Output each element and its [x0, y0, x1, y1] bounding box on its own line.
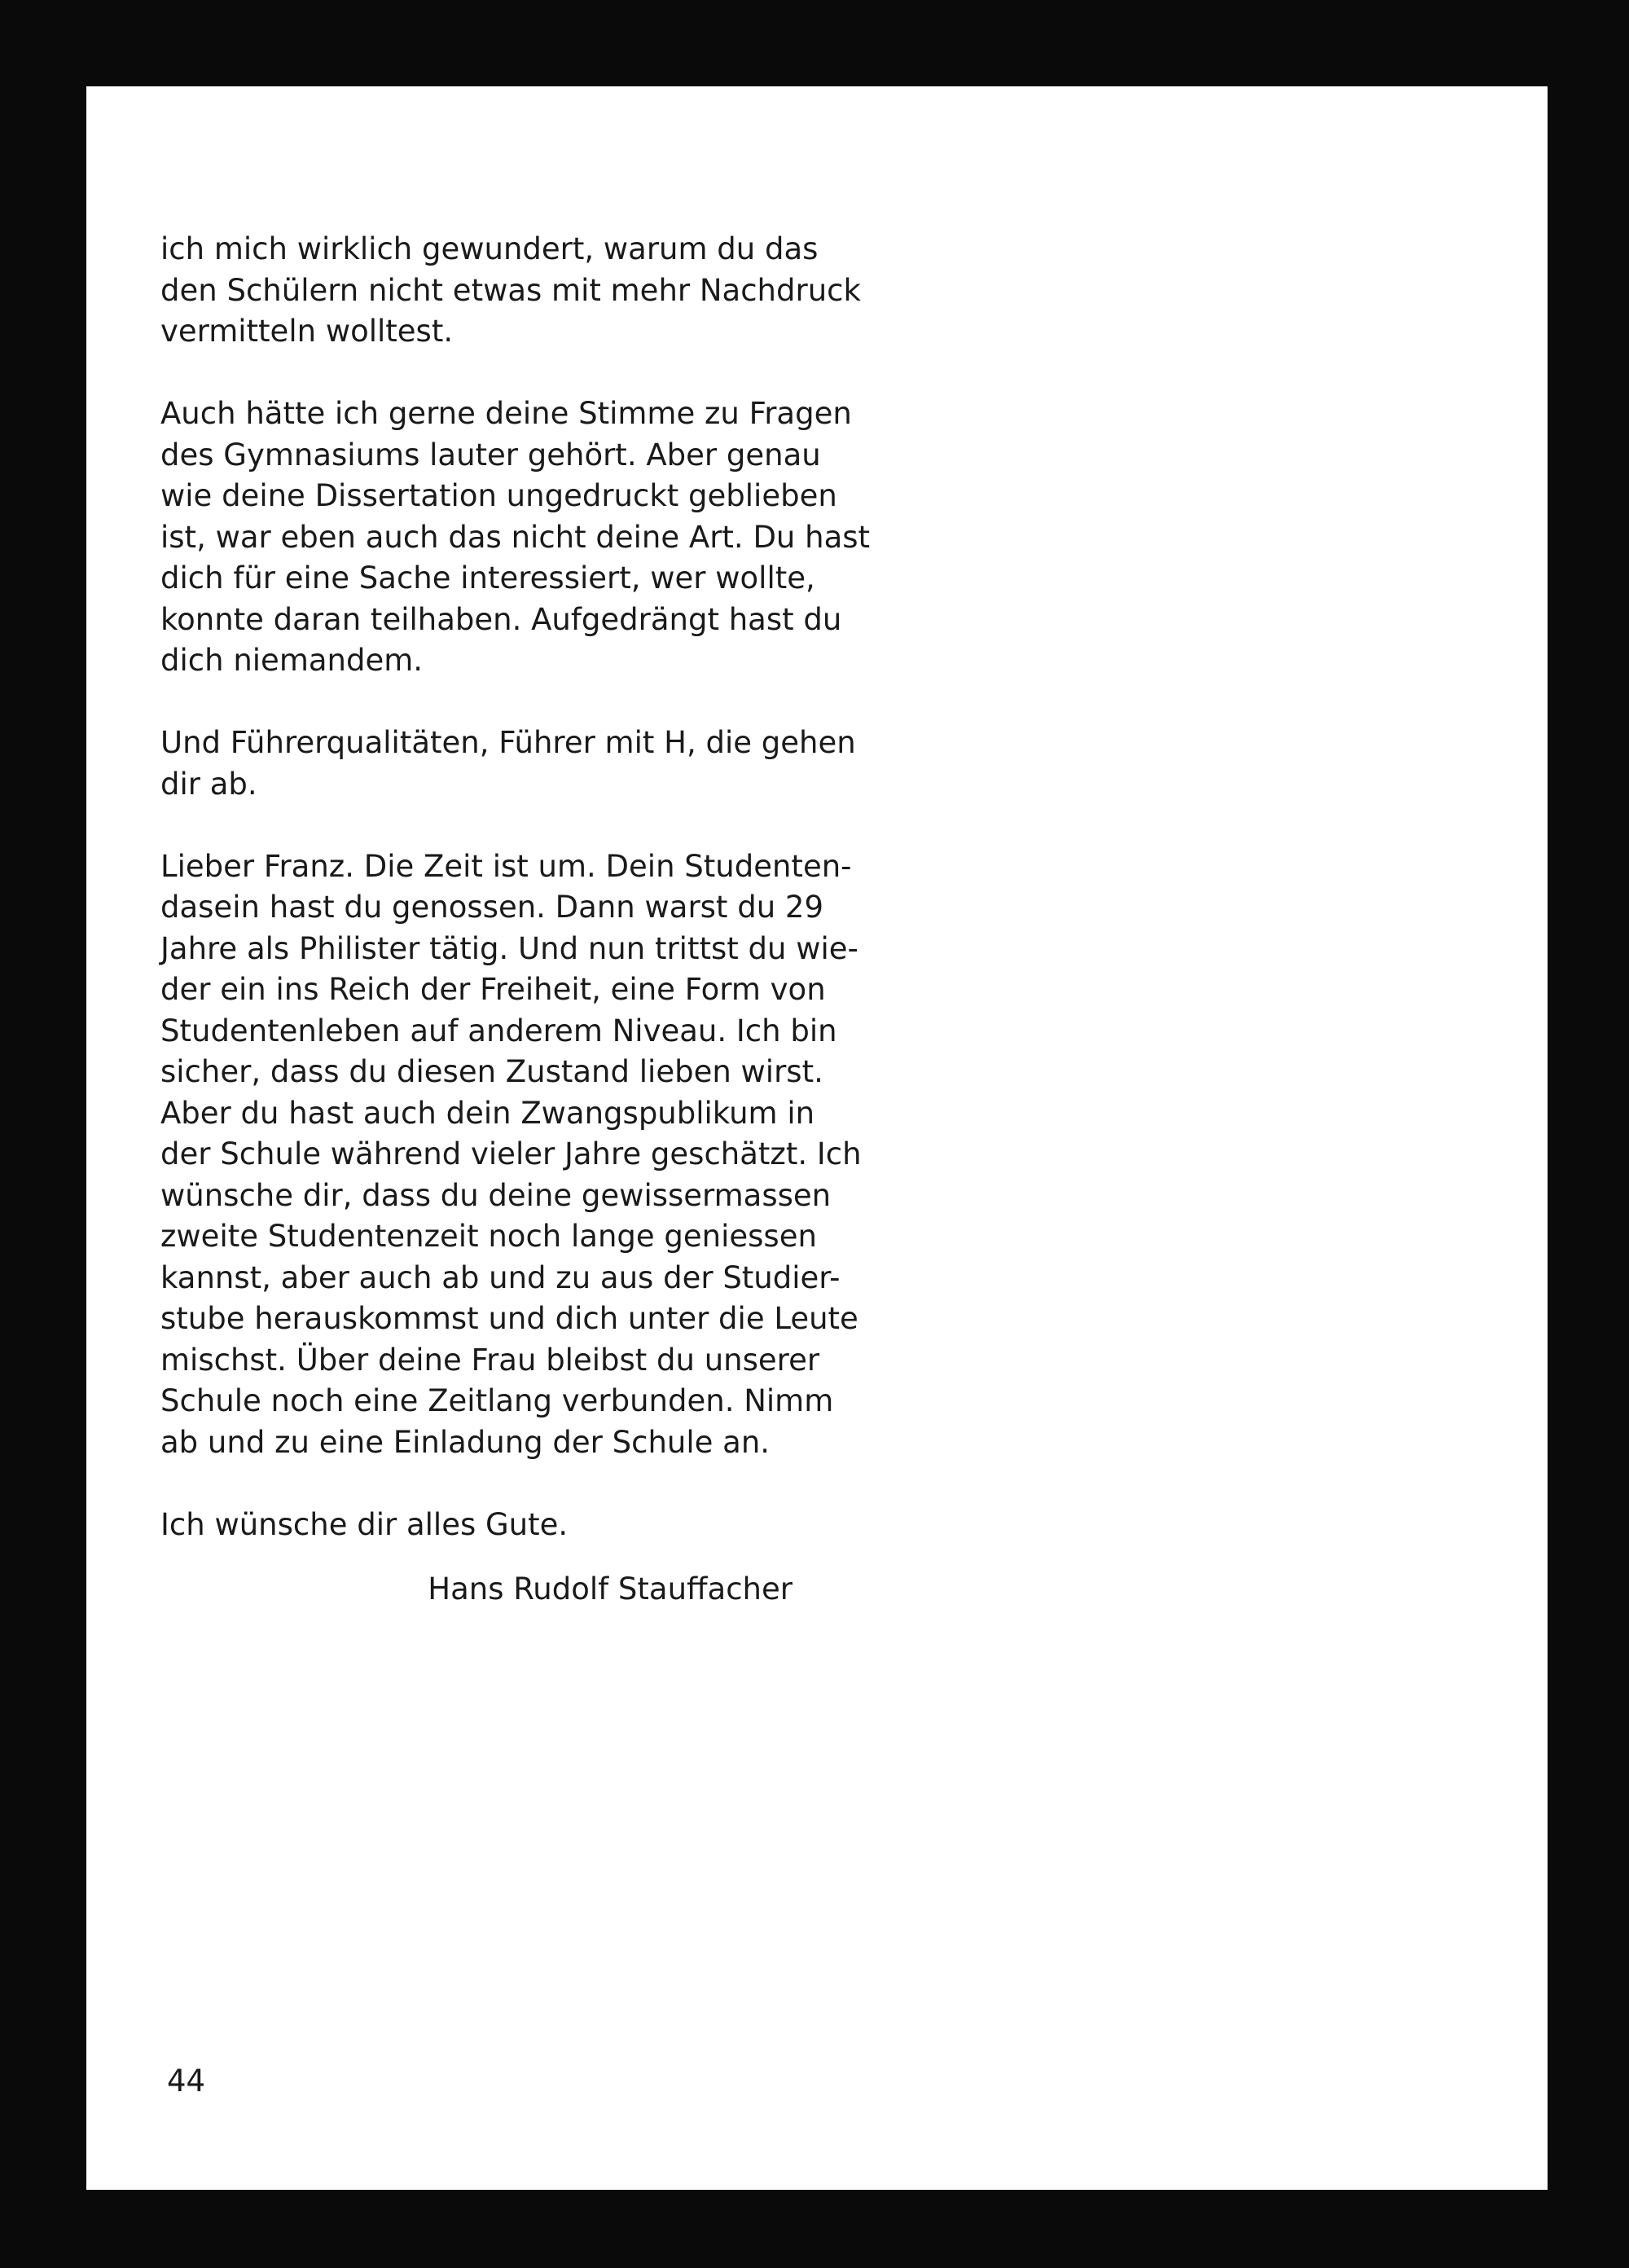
text-line: zweite Studentenzeit noch lange geniessen: [160, 1219, 817, 1254]
text-line: Und Führerqualitäten, Führer mit H, die gehen: [160, 725, 856, 760]
text-line: ab und zu eine Einladung der Schule an.: [160, 1424, 771, 1460]
text-line: sicher, dass du diesen Zustand lieben wirst.: [160, 1054, 823, 1089]
text-line: den Schülern nicht etwas mit mehr Nachdruck: [160, 272, 861, 308]
text-line: Ich wünsche dir alles Gute.: [160, 1506, 569, 1542]
text-line: Lieber Franz. Die Zeit ist um. Dein Studenten-: [160, 848, 852, 884]
text-line: dich niemandem.: [160, 643, 424, 678]
text-line: wünsche dir, dass du deine gewissermassen: [160, 1177, 832, 1213]
text-line: Jahre als Philister tätig. Und nun trittst du wie-: [160, 930, 858, 966]
text-line: Aber du hast auch dein Zwangspublikum in: [160, 1095, 815, 1131]
text-line: des Gymnasiums lauter gehört. Aber genau: [160, 437, 821, 472]
text-line: der Schule während vieler Jahre geschätzt. Ich: [160, 1136, 862, 1171]
signature: Hans Rudolf Stauffacher: [428, 1571, 793, 1606]
paragraph-5: [160, 1505, 793, 1546]
paragraph-1: [160, 229, 861, 353]
text-line: Studentenleben auf anderem Niveau. Ich bin: [160, 1013, 837, 1048]
text-line: kannst, aber auch ab und zu aus der Studier-: [160, 1259, 841, 1295]
text-line: wie deine Dissertation ungedruckt geblieben: [160, 478, 837, 513]
text-line: dich für eine Sache interessiert, wer wollte,: [160, 560, 815, 596]
text-line: ich mich wirklich gewundert, warum du das: [160, 231, 819, 266]
text-line: der ein ins Reich der Freiheit, eine Form von: [160, 972, 826, 1007]
text-line: Auch hätte ich gerne deine Stimme zu Fragen: [160, 396, 852, 431]
text-line: dasein hast du genossen. Dann warst du 29: [160, 890, 823, 925]
text-line: Schule noch eine Zeitlang verbunden. Nimm: [160, 1383, 834, 1418]
paragraph-3: [160, 723, 856, 805]
text-line: stube herauskommst und dich unter die Leute: [160, 1301, 858, 1336]
page-number: 44: [167, 2064, 206, 2099]
text-line: ist, war eben auch das nicht deine Art. Du hast: [160, 519, 871, 555]
text-line: vermitteln wolltest.: [160, 314, 454, 349]
text-line: dir ab.: [160, 766, 257, 802]
paragraph-4: [160, 846, 862, 1464]
text-line: mischst. Über deine Frau bleibst du unserer: [160, 1342, 820, 1378]
body-text: [160, 229, 871, 1587]
text-line: konnte daran teilhaben. Aufgedrängt hast du: [160, 601, 842, 637]
paragraph-2: [160, 393, 871, 682]
document-page: [86, 86, 1548, 2190]
